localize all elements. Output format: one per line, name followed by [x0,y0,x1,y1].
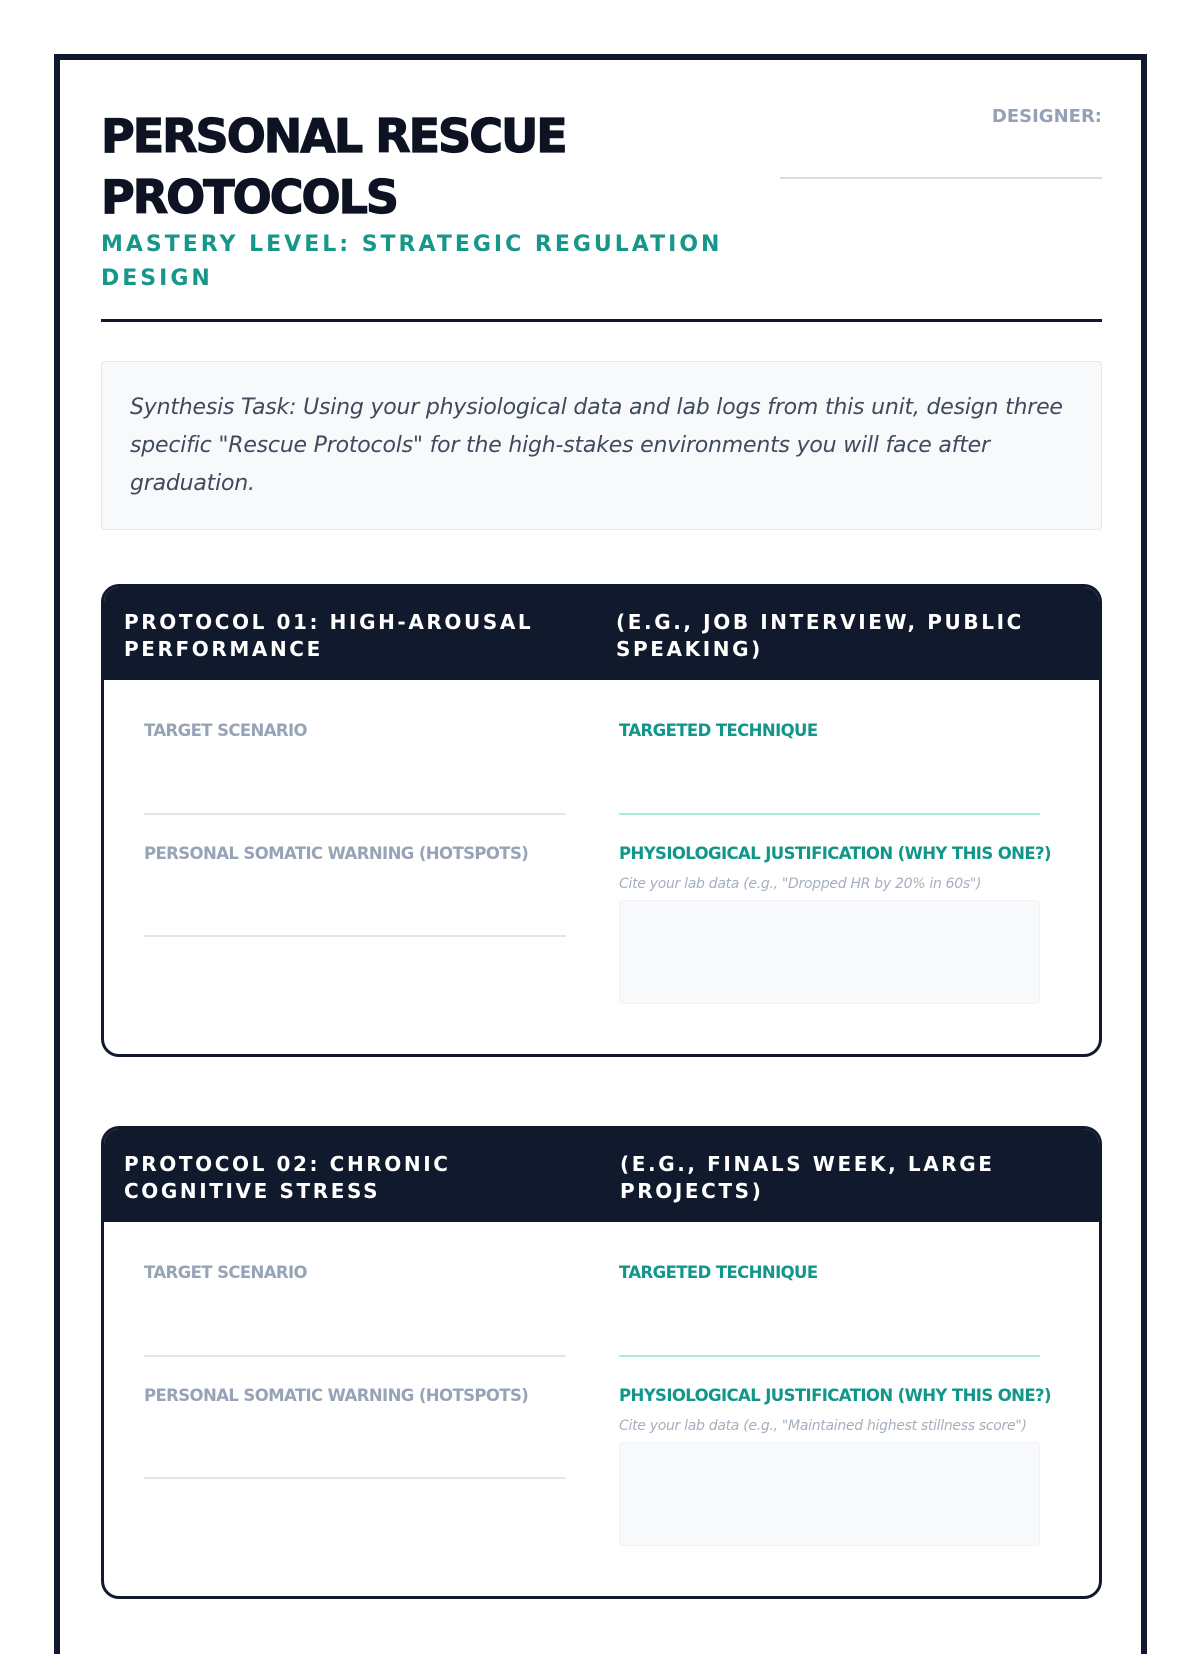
targeted-technique-label: TARGETED TECHNIQUE [619,721,818,740]
protocol-title: PROTOCOL 01: HIGH-AROUSAL PERFORMANCE [124,610,534,661]
target-scenario-label: TARGET SCENARIO [144,721,307,740]
justification-label: PHYSIOLOGICAL JUSTIFICATION (WHY THIS ONE?) [619,844,1051,863]
somatic-warning-label: PERSONAL SOMATIC WARNING (HOTSPOTS) [144,1386,529,1405]
protocol-example: (E.G., JOB INTERVIEW, PUBLIC SPEAKING) [616,610,1024,661]
synthesis-task-text: Synthesis Task: Using your physiological data and lab logs from this unit, design three specific "Rescue Protocols" for the high-stakes environments you will face after graduation. [130,395,1063,496]
protocol-card-01 [101,584,1102,1057]
justification-answer-box[interactable] [619,900,1040,1004]
protocol-header [104,587,1099,680]
designer-name-field[interactable] [780,177,1102,179]
targeted-technique-label: TARGETED TECHNIQUE [619,1263,818,1282]
target-scenario-field[interactable] [144,1355,566,1357]
worksheet-header [101,60,1102,322]
protocol-example: (E.G., FINALS WEEK, LARGE PROJECTS) [620,1152,995,1203]
target-scenario-field[interactable] [144,813,566,815]
somatic-warning-label: PERSONAL SOMATIC WARNING (HOTSPOTS) [144,844,529,863]
synthesis-task-box [101,361,1102,530]
targeted-technique-field[interactable] [619,1355,1040,1357]
somatic-warning-field[interactable] [144,935,566,937]
justification-hint: Cite your lab data (e.g., "Dropped HR by 20% in 60s") [619,876,982,892]
targeted-technique-field[interactable] [619,813,1040,815]
worksheet-page [54,54,1147,1654]
target-scenario-label: TARGET SCENARIO [144,1263,307,1282]
page-title: PERSONAL RESCUE PROTOCOLS [101,109,566,224]
justification-answer-box[interactable] [619,1442,1040,1546]
protocol-header [104,1129,1099,1222]
somatic-warning-field[interactable] [144,1477,566,1479]
justification-label: PHYSIOLOGICAL JUSTIFICATION (WHY THIS ONE?) [619,1386,1051,1405]
protocol-title: PROTOCOL 02: CHRONIC COGNITIVE STRESS [124,1152,451,1203]
protocol-card-02 [101,1126,1102,1599]
designer-label: DESIGNER: [991,106,1102,127]
page-subtitle: MASTERY LEVEL: STRATEGIC REGULATION DESIGN [101,232,723,291]
justification-hint: Cite your lab data (e.g., "Maintained highest stillness score") [619,1418,1027,1434]
